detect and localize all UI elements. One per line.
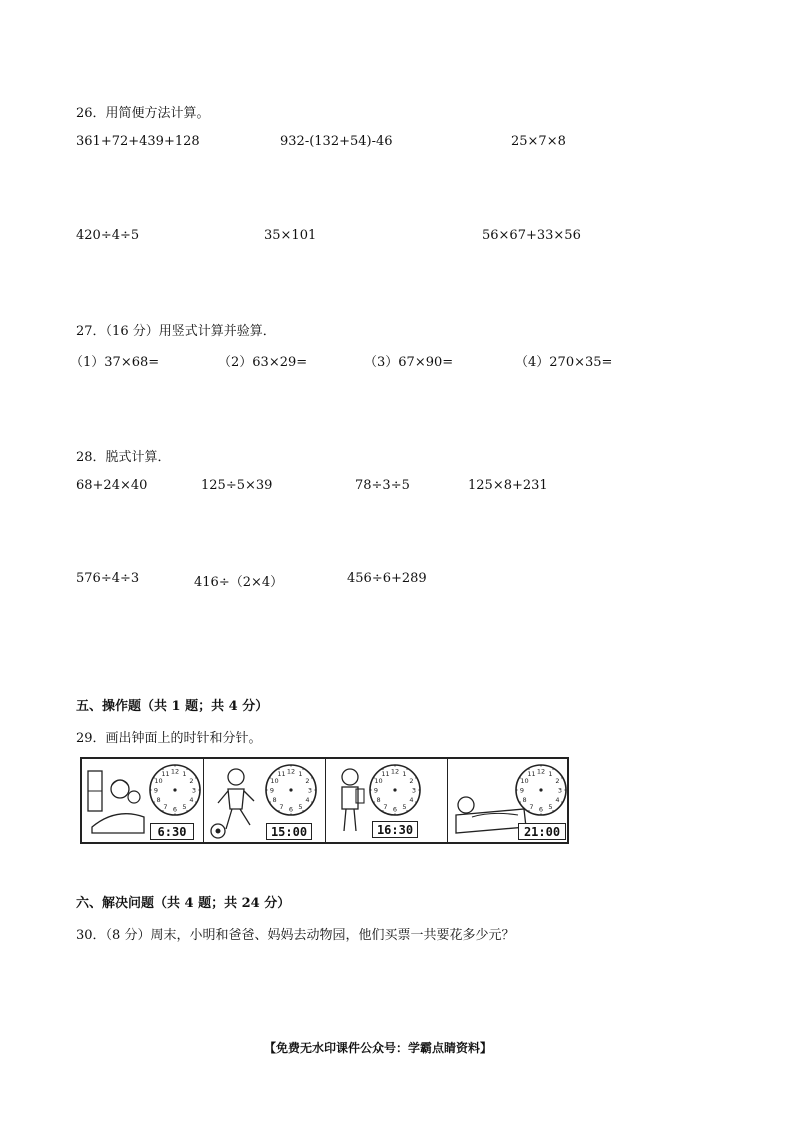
clock-number: 7 bbox=[163, 802, 168, 811]
clock-number: 4 bbox=[305, 796, 310, 804]
clock-number: 12 bbox=[170, 767, 180, 776]
clock-number: 10 bbox=[520, 777, 529, 785]
clock-tick bbox=[553, 810, 554, 811]
clock-tick bbox=[311, 778, 312, 779]
clock-number: 10 bbox=[374, 777, 383, 785]
clock-tick bbox=[195, 802, 196, 803]
clock-number: 5 bbox=[182, 802, 187, 811]
clock-tick bbox=[153, 802, 154, 803]
clock-tick bbox=[187, 768, 188, 769]
clock-tick bbox=[383, 768, 384, 769]
clock-number: 8 bbox=[522, 796, 527, 804]
q27-item-1: （1）37×68= bbox=[70, 355, 160, 370]
clock-tick bbox=[163, 768, 164, 769]
q27-title: 27．（16 分）用竖式计算并验算． bbox=[76, 324, 276, 339]
clock-number: 7 bbox=[529, 802, 534, 811]
q28-expr-6: 416÷（2×4） bbox=[194, 575, 284, 590]
clock-tick bbox=[311, 802, 312, 803]
clock-number: 7 bbox=[383, 802, 388, 811]
q26-expr-1: 361+72+439+128 bbox=[76, 134, 200, 149]
clock-tick bbox=[269, 802, 270, 803]
clock-tick bbox=[373, 802, 374, 803]
clock-panel-2 bbox=[204, 759, 326, 842]
q30-title: 30．（8 分）周末，小明和爸爸、妈妈去动物园，他们买票一共要花多少元？ bbox=[76, 928, 515, 943]
clock-number: 5 bbox=[402, 802, 407, 811]
clock-number: 9 bbox=[373, 786, 379, 795]
clock-tick bbox=[195, 778, 196, 779]
clock-tick bbox=[519, 778, 520, 779]
clock-panel-1 bbox=[82, 759, 204, 842]
q28-expr-1: 68+24×40 bbox=[76, 478, 148, 493]
clock-number: 3 bbox=[411, 786, 417, 795]
clock-number: 11 bbox=[277, 770, 286, 779]
clock-tick bbox=[303, 810, 304, 811]
clock-number: 5 bbox=[298, 802, 303, 811]
q29-title: 29．画出钟面上的时针和分针。 bbox=[76, 731, 262, 746]
clock-face-icon bbox=[148, 763, 202, 817]
q28-expr-5: 576÷4÷3 bbox=[76, 571, 140, 586]
clock-face-icon bbox=[264, 763, 318, 817]
q26-expr-6: 56×67+33×56 bbox=[482, 228, 581, 243]
clock-number: 2 bbox=[305, 777, 310, 785]
clock-number: 2 bbox=[409, 777, 414, 785]
q28-title: 28．脱式计算． bbox=[76, 450, 171, 465]
clock-number: 4 bbox=[189, 796, 194, 804]
soccer-child-figure bbox=[208, 765, 264, 841]
clock-tick bbox=[561, 802, 562, 803]
clock-tick bbox=[529, 768, 530, 769]
clock-tick bbox=[279, 768, 280, 769]
clock-number: 12 bbox=[536, 767, 546, 776]
clock-number: 12 bbox=[390, 767, 400, 776]
section5-heading: 五、操作题（共 1 题；共 4 分） bbox=[76, 699, 269, 714]
clock-number: 5 bbox=[548, 802, 553, 811]
clock-panels bbox=[80, 757, 569, 844]
clock-number: 7 bbox=[279, 802, 284, 811]
clock-panel-4 bbox=[448, 759, 567, 842]
clock-tick bbox=[279, 810, 280, 811]
clock-tick bbox=[407, 768, 408, 769]
clock-tick bbox=[187, 810, 188, 811]
clock-number: 6 bbox=[392, 805, 398, 814]
clock-number: 9 bbox=[519, 786, 525, 795]
time-label: 6:30 bbox=[150, 823, 194, 840]
clock-number: 8 bbox=[272, 796, 277, 804]
clock-number: 9 bbox=[153, 786, 159, 795]
page-footer: 【免费无水印课件公众号：学霸点睛资料】 bbox=[264, 1041, 493, 1055]
q28-expr-4: 125×8+231 bbox=[468, 478, 548, 493]
clock-tick bbox=[163, 810, 164, 811]
q26-title: 26．用简便方法计算。 bbox=[76, 106, 210, 121]
time-label: 16:30 bbox=[372, 821, 418, 838]
clock-tick bbox=[373, 778, 374, 779]
clock-tick bbox=[561, 778, 562, 779]
q27-item-3: （3）67×90= bbox=[364, 355, 454, 370]
clock-number: 10 bbox=[270, 777, 279, 785]
q26-expr-4: 420÷4÷5 bbox=[76, 228, 140, 243]
clock-face-icon bbox=[368, 763, 422, 817]
clock-number: 3 bbox=[557, 786, 563, 795]
clock-number: 9 bbox=[269, 786, 275, 795]
clock-number: 10 bbox=[154, 777, 163, 785]
clock-tick bbox=[415, 778, 416, 779]
clock-number: 11 bbox=[161, 770, 170, 779]
clock-number: 1 bbox=[298, 770, 303, 779]
clock-tick bbox=[529, 810, 530, 811]
clock-number: 8 bbox=[376, 796, 381, 804]
clock-tick bbox=[269, 778, 270, 779]
time-label: 21:00 bbox=[518, 823, 566, 840]
q28-expr-2: 125÷5×39 bbox=[201, 478, 273, 493]
clock-number: 11 bbox=[381, 770, 390, 779]
q28-expr-7: 456÷6+289 bbox=[347, 571, 427, 586]
clock-number: 6 bbox=[538, 805, 544, 814]
clock-number: 1 bbox=[548, 770, 553, 779]
clock-tick bbox=[153, 778, 154, 779]
clock-tick bbox=[407, 810, 408, 811]
clock-tick bbox=[415, 802, 416, 803]
clock-number: 6 bbox=[172, 805, 178, 814]
q27-item-4: （4）270×35= bbox=[515, 355, 613, 370]
clock-number: 8 bbox=[156, 796, 161, 804]
clock-tick bbox=[553, 768, 554, 769]
clock-number: 2 bbox=[189, 777, 194, 785]
clock-tick bbox=[383, 810, 384, 811]
clock-number: 3 bbox=[307, 786, 313, 795]
clock-number: 3 bbox=[191, 786, 197, 795]
clock-face-icon bbox=[514, 763, 568, 817]
section6-heading: 六、解决问题（共 4 题；共 24 分） bbox=[76, 896, 291, 911]
q26-expr-5: 35×101 bbox=[264, 228, 317, 243]
clock-number: 11 bbox=[527, 770, 536, 779]
q28-expr-3: 78÷3÷5 bbox=[355, 478, 410, 493]
schoolchild-figure bbox=[330, 765, 372, 841]
clock-number: 4 bbox=[555, 796, 560, 804]
waking-child-figure bbox=[86, 767, 148, 841]
clock-number: 2 bbox=[555, 777, 560, 785]
q27-item-2: （2）63×29= bbox=[218, 355, 308, 370]
clock-number: 1 bbox=[402, 770, 407, 779]
clock-number: 1 bbox=[182, 770, 187, 779]
time-label: 15:00 bbox=[266, 823, 312, 840]
clock-panel-3 bbox=[326, 759, 448, 842]
q26-expr-3: 25×7×8 bbox=[511, 134, 566, 149]
clock-number: 12 bbox=[286, 767, 296, 776]
q26-expr-2: 932-(132+54)-46 bbox=[280, 134, 393, 149]
clock-tick bbox=[519, 802, 520, 803]
clock-number: 4 bbox=[409, 796, 414, 804]
clock-tick bbox=[303, 768, 304, 769]
clock-number: 6 bbox=[288, 805, 294, 814]
